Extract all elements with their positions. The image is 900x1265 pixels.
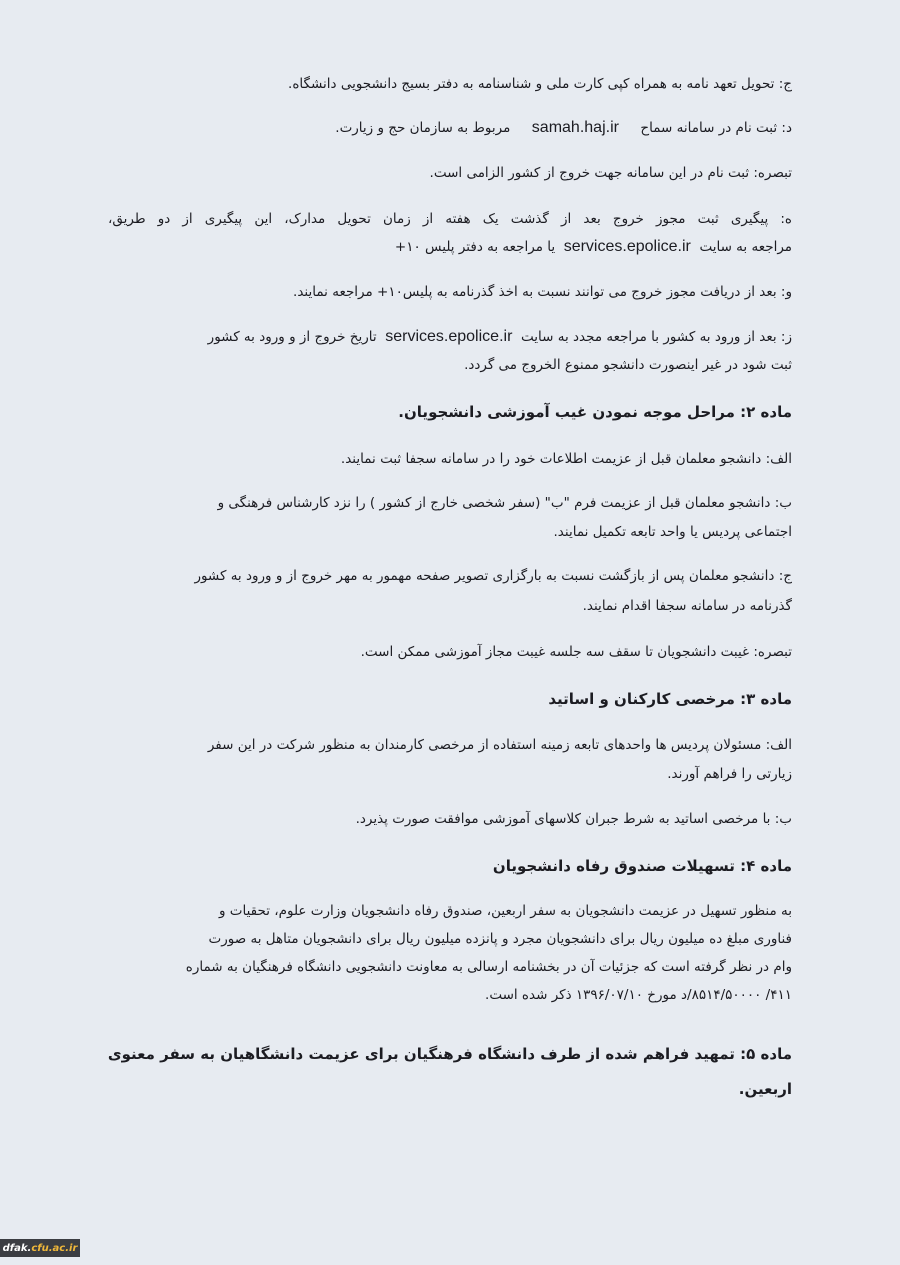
article-5-heading-line1: ماده ۵: تمهید فراهم شده از طرف دانشگاه فرهنگیان برای عزیمت دانشگاهیان به سفر معنوی bbox=[107, 1045, 792, 1063]
item-ze-line1 bbox=[208, 328, 792, 346]
article-4-line3: وام در نظر گرفته است که جزئیات آن در بخشنامه ارسالی به معاونت دانشجویی دانشگاه فرهنگیان به شماره bbox=[185, 959, 792, 975]
samah-url-link[interactable]: samah.haj.ir bbox=[531, 119, 619, 136]
article-2-note: تبصره: غیبت دانشجویان تا سقف سه جلسه غیبت مجاز آموزشی ممکن است. bbox=[360, 644, 792, 660]
article-2-alef: الف: دانشجو معلمان قبل از عزیمت اطلاعات خود را در سامانه سجفا ثبت نمایند. bbox=[340, 451, 792, 467]
item-he-line2 bbox=[395, 238, 792, 256]
item-ze-prefix: ز: بعد از ورود به کشور با مراجعه مجدد به سایت bbox=[520, 329, 792, 345]
article-4-line2: فناوری مبلغ ده میلیون ریال برای دانشجویان مجرد و پانزده میلیون ریال برای دانشجویان متاهل به صورت bbox=[208, 931, 792, 947]
item-he-suffix: یا مراجعه به دفتر پلیس ۱۰+ bbox=[394, 239, 556, 255]
item-vav-passport: و: بعد از دریافت مجوز خروج می توانند نسبت به اخذ گذرنامه به پلیس۱۰+ مراجعه نمایند. bbox=[293, 284, 792, 300]
item-dal-prefix: د: ثبت نام در سامانه سماح bbox=[640, 120, 792, 136]
article-3-heading: ماده ۳: مرخصی کارکنان و اساتید bbox=[548, 690, 792, 708]
article-3-alef-line1: الف: مسئولان پردیس ها واحدهای تابعه زمینه استفاده از مرخصی کارمندان به منظور شرکت در این سفر bbox=[207, 737, 792, 753]
article-3-be: ب: با مرخصی اساتید به شرط جبران کلاسهای آموزشی موافقت صورت پذیرد. bbox=[355, 811, 792, 827]
epolice-url-link-2[interactable]: services.epolice.ir bbox=[385, 328, 513, 345]
item-he-line1: ه: پیگیری ثبت مجوز خروج بعد از گذشت یک هفته از زمان تحویل مدارک، این پیگیری از دو طریق، bbox=[108, 211, 792, 227]
article-4-line1: به منظور تسهیل در عزیمت دانشجویان به سفر اربعین، صندوق رفاه دانشجویان وزارت علوم، تحقیات و bbox=[218, 903, 792, 919]
article-3-alef-line2: زیارتی را فراهم آورند. bbox=[667, 766, 792, 782]
item-dal-suffix: مربوط به سازمان حج و زیارت. bbox=[335, 120, 511, 136]
watermark-domain: cfu.ac.ir bbox=[31, 1242, 78, 1254]
note-registration-mandatory: تبصره: ثبت نام در این سامانه جهت خروج از کشور الزامی است. bbox=[429, 165, 792, 181]
item-he-prefix: مراجعه به سایت bbox=[699, 239, 792, 255]
article-2-jim-line1: ج: دانشجو معلمان پس از بازگشت نسبت به بارگزاری تصویر صفحه مهمور به مهر خروج از و ورود به کشور bbox=[194, 568, 792, 584]
article-5-heading-line2: اربعین. bbox=[738, 1080, 792, 1098]
article-4-line4: ۴۱۱/ ۸۵۱۴/۵۰۰۰۰/د مورخ ۱۳۹۶/۰۷/۱۰ ذکر شده است. bbox=[485, 987, 792, 1003]
item-ze-line2: ثبت شود در غیر اینصورت دانشجو ممنوع الخروج می گردد. bbox=[464, 357, 792, 373]
item-jim-submit-pledge: ج: تحویل تعهد نامه به همراه کپی کارت ملی و شناسنامه به دفتر بسیج دانشجویی دانشگاه. bbox=[288, 76, 792, 92]
site-watermark bbox=[0, 1239, 80, 1257]
article-2-heading: ماده ۲: مراحل موجه نمودن غیب آموزشی دانشجویان. bbox=[398, 403, 792, 421]
watermark-prefix: dfak. bbox=[2, 1242, 32, 1254]
item-dal-samah-registration bbox=[335, 119, 792, 137]
article-2-jim-line2: گذرنامه در سامانه سجفا اقدام نمایند. bbox=[582, 598, 792, 614]
article-2-be-line1: ب: دانشجو معلمان قبل از عزیمت فرم "ب" (سفر شخصی خارج از کشور ) را نزد کارشناس فرهنگی و bbox=[217, 495, 792, 511]
article-4-heading: ماده ۴: تسهیلات صندوق رفاه دانشجویان bbox=[492, 857, 792, 875]
article-2-be-line2: اجتماعی پردیس یا واحد تابعه تکمیل نمایند. bbox=[553, 524, 792, 540]
epolice-url-link[interactable]: services.epolice.ir bbox=[563, 238, 691, 255]
item-ze-suffix: تاریخ خروج از و ورود به کشور bbox=[207, 329, 377, 345]
